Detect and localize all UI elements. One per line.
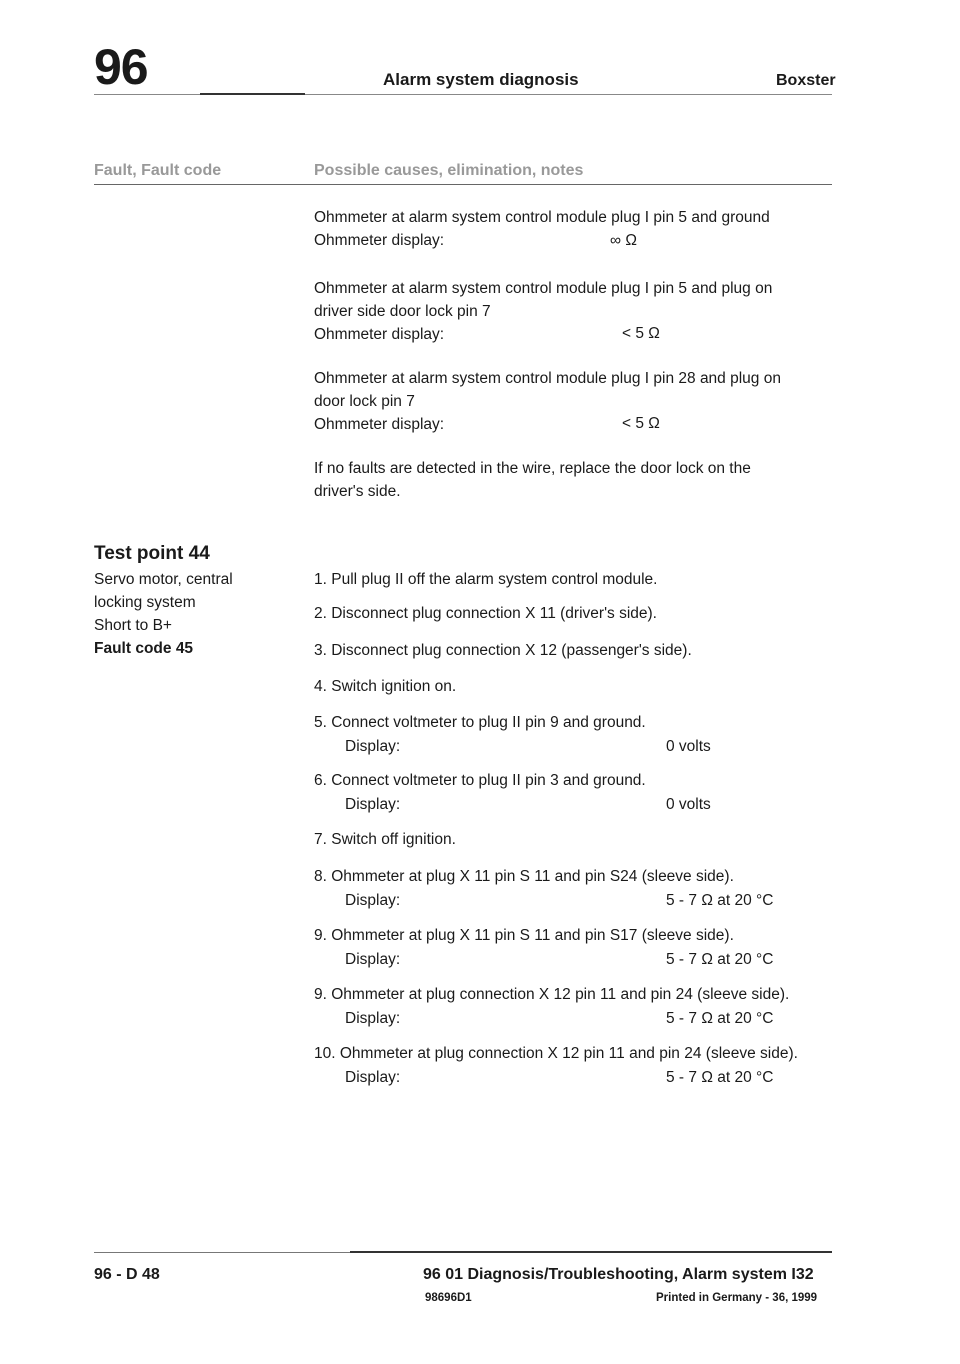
test-point-line: Servo motor, central [94,571,233,588]
check-line: Ohmmeter display: [314,416,445,433]
step-item: 2. Disconnect plug connection X 11 (driver's side). [314,605,657,622]
column-heading-fault: Fault, Fault code [94,162,222,179]
step-item: 10. Ohmmeter at plug connection X 12 pin 11 and pin 24 (sleeve side). [314,1045,798,1062]
step-display-value: 0 volts [666,738,711,755]
step-item: 5. Connect voltmeter to plug II pin 9 and ground. [314,714,646,731]
column-heading-causes: Possible causes, elimination, notes [314,162,584,179]
column-heading-rule [94,184,832,185]
chapter-title: 96 01 Diagnosis/Troubleshooting, Alarm system I32 [423,1266,814,1283]
test-point-line: Short to B+ [94,617,172,634]
step-display-value: 5 - 7 Ω at 20 °C [666,1069,774,1086]
test-point-description [94,568,233,660]
check-value: < 5 Ω [622,325,660,342]
check-line: door lock pin 7 [314,393,415,410]
step-display-value: 0 volts [666,796,711,813]
step-display-value: 5 - 7 Ω at 20 °C [666,1010,774,1027]
test-point-line: locking system [94,594,196,611]
step-item: 8. Ohmmeter at plug X 11 pin S 11 and pin S24 (sleeve side). [314,868,734,885]
check-line: Ohmmeter display: [314,326,445,343]
step-item: 9. Ohmmeter at plug X 11 pin S 11 and pin S17 (sleeve side). [314,927,734,944]
check-value: ∞ Ω [610,232,637,249]
check-block [314,277,772,346]
note-line: driver's side. [314,483,401,500]
header-rule-accent [200,93,305,95]
note [314,457,751,503]
document-code: 98696D1 [425,1292,472,1304]
step-display-label: Display: [345,951,401,968]
check-line: Ohmmeter display: [314,232,445,249]
check-line: Ohmmeter at alarm system control module plug I pin 5 and ground [314,209,770,226]
check-value: < 5 Ω [622,415,660,432]
check-block [314,367,781,436]
check-line: Ohmmeter at alarm system control module plug I pin 5 and plug on [314,280,773,297]
step-item: 6. Connect voltmeter to plug II pin 3 and ground. [314,772,646,789]
test-point-title: Test point 44 [94,543,210,564]
step-display-label: Display: [345,1010,401,1027]
step-display-label: Display: [345,738,401,755]
printed-note: Printed in Germany - 36, 1999 [656,1292,818,1304]
step-display-label: Display: [345,796,401,813]
fault-code: Fault code 45 [94,640,194,657]
step-display-value: 5 - 7 Ω at 20 °C [666,951,774,968]
page-title: Alarm system diagnosis [383,70,579,89]
step-item: 9. Ohmmeter at plug connection X 12 pin 11 and pin 24 (sleeve side). [314,986,790,1003]
footer-rule-accent [350,1251,832,1253]
check-block [314,206,770,252]
check-line: driver side door lock pin 7 [314,303,491,320]
check-line: Ohmmeter at alarm system control module plug I pin 28 and plug on [314,370,781,387]
section-number: 96 [94,39,148,95]
step-display-value: 5 - 7 Ω at 20 °C [666,892,774,909]
note-line: If no faults are detected in the wire, replace the door lock on the [314,460,751,477]
step-item: 4. Switch ignition on. [314,678,457,695]
step-item: 7. Switch off ignition. [314,831,456,848]
page-number: 96 - D 48 [94,1266,160,1283]
step-display-label: Display: [345,1069,401,1086]
model-name: Boxster [776,72,836,89]
step-item: 1. Pull plug II off the alarm system control module. [314,571,658,588]
step-display-label: Display: [345,892,401,909]
step-item: 3. Disconnect plug connection X 12 (passenger's side). [314,642,692,659]
